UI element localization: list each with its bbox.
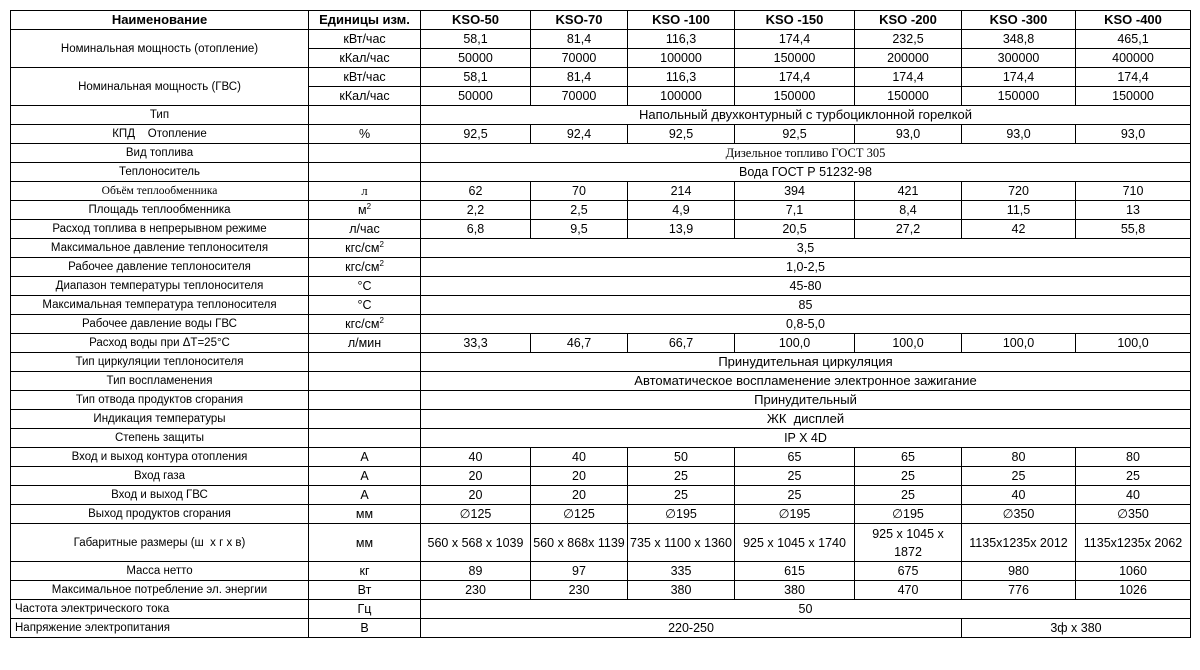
row-label: Вход газа bbox=[11, 467, 309, 486]
unit-cell bbox=[309, 239, 421, 258]
value-cell: 1135х1235х 2012 bbox=[962, 524, 1076, 562]
value-cell: 116,3 bbox=[628, 30, 735, 49]
value-cell: 710 bbox=[1076, 182, 1191, 201]
unit-cell bbox=[309, 315, 421, 334]
unit-cell: A bbox=[309, 486, 421, 505]
value-cell: 174,4 bbox=[735, 68, 855, 87]
row-label: Номинальная мощность (отопление) bbox=[11, 30, 309, 68]
value-cell: 300000 bbox=[962, 49, 1076, 68]
value-cell: 1135х1235х 2062 bbox=[1076, 524, 1191, 562]
unit-cell: °С bbox=[309, 277, 421, 296]
value-cell: 62 bbox=[421, 182, 531, 201]
table-row bbox=[11, 258, 1191, 277]
value-cell: 116,3 bbox=[628, 68, 735, 87]
value-cell: 925 х 1045 х 1740 bbox=[735, 524, 855, 562]
unit-cell: л bbox=[309, 182, 421, 201]
merged-value-cell: 1,0-2,5 bbox=[421, 258, 1191, 277]
value-cell: 80 bbox=[962, 448, 1076, 467]
value-cell: ∅350 bbox=[1076, 505, 1191, 524]
value-cell: 25 bbox=[1076, 467, 1191, 486]
value-cell: ∅350 bbox=[962, 505, 1076, 524]
unit-text: кгс/см bbox=[345, 260, 380, 274]
header-model: KSO -300 bbox=[962, 11, 1076, 30]
value-cell: 93,0 bbox=[962, 125, 1076, 144]
unit-cell bbox=[309, 106, 421, 125]
unit-text: кгс/см bbox=[345, 241, 380, 255]
row-label: КПД Отопление bbox=[11, 125, 309, 144]
value-cell: 20 bbox=[421, 467, 531, 486]
value-cell: 25 bbox=[855, 467, 962, 486]
value-cell: 150000 bbox=[1076, 87, 1191, 106]
value-cell: ∅195 bbox=[628, 505, 735, 524]
row-label: Масса нетто bbox=[11, 562, 309, 581]
value-cell: 421 bbox=[855, 182, 962, 201]
value-cell: 65 bbox=[735, 448, 855, 467]
unit-cell bbox=[309, 163, 421, 182]
table-row bbox=[11, 163, 1191, 182]
table-row bbox=[11, 486, 1191, 505]
value-cell: 174,4 bbox=[735, 30, 855, 49]
value-cell: 560 х 568 х 1039 bbox=[421, 524, 531, 562]
merged-value-cell: Дизельное топливо ГОСТ 305 bbox=[421, 144, 1191, 163]
table-row bbox=[11, 562, 1191, 581]
value-cell: 200000 bbox=[855, 49, 962, 68]
value-cell: 81,4 bbox=[531, 30, 628, 49]
header-model: KSO-50 bbox=[421, 11, 531, 30]
value-cell: 980 bbox=[962, 562, 1076, 581]
row-label: Теплоноситель bbox=[11, 163, 309, 182]
value-cell: 27,2 bbox=[855, 220, 962, 239]
value-cell: 6,8 bbox=[421, 220, 531, 239]
unit-cell bbox=[309, 429, 421, 448]
unit-cell bbox=[309, 258, 421, 277]
row-label: Тип отвода продуктов сгорания bbox=[11, 391, 309, 410]
value-cell: 66,7 bbox=[628, 334, 735, 353]
table-row bbox=[11, 600, 1191, 619]
value-cell: 25 bbox=[735, 467, 855, 486]
unit-cell: кг bbox=[309, 562, 421, 581]
value-cell: 230 bbox=[421, 581, 531, 600]
table-row bbox=[11, 315, 1191, 334]
unit-cell: Вт bbox=[309, 581, 421, 600]
value-cell: 25 bbox=[628, 486, 735, 505]
row-label: Тип bbox=[11, 106, 309, 125]
table-row bbox=[11, 296, 1191, 315]
header-model: KSO -150 bbox=[735, 11, 855, 30]
value-cell: 20 bbox=[421, 486, 531, 505]
header-model: KSO -100 bbox=[628, 11, 735, 30]
row-label: Максимальная температура теплоносителя bbox=[11, 296, 309, 315]
value-cell: 13,9 bbox=[628, 220, 735, 239]
value-cell: 560 х 868х 1139 bbox=[531, 524, 628, 562]
merged-value-cell: ЖК дисплей bbox=[421, 410, 1191, 429]
value-cell: 65 bbox=[855, 448, 962, 467]
unit-cell: мм bbox=[309, 505, 421, 524]
value-cell: 1060 bbox=[1076, 562, 1191, 581]
row-label: Степень защиты bbox=[11, 429, 309, 448]
unit-cell: мм bbox=[309, 524, 421, 562]
table-row bbox=[11, 30, 1191, 49]
table-row bbox=[11, 372, 1191, 391]
value-cell: 380 bbox=[735, 581, 855, 600]
value-cell: 776 bbox=[962, 581, 1076, 600]
value-cell: 2,5 bbox=[531, 201, 628, 220]
value-cell: 465,1 bbox=[1076, 30, 1191, 49]
merged-value-cell: Принудительная циркуляция bbox=[421, 353, 1191, 372]
value-cell: 394 bbox=[735, 182, 855, 201]
row-label: Габаритные размеры (ш х г х в) bbox=[11, 524, 309, 562]
value-cell: 13 bbox=[1076, 201, 1191, 220]
value-cell: 150000 bbox=[962, 87, 1076, 106]
unit-cell: Гц bbox=[309, 600, 421, 619]
row-label: Рабочее давление теплоносителя bbox=[11, 258, 309, 277]
value-cell: 100000 bbox=[628, 87, 735, 106]
value-cell: 100,0 bbox=[1076, 334, 1191, 353]
value-cell: 25 bbox=[628, 467, 735, 486]
value-cell: 55,8 bbox=[1076, 220, 1191, 239]
table-row bbox=[11, 619, 1191, 638]
unit-cell: В bbox=[309, 619, 421, 638]
merged-value-cell: 220-250 bbox=[421, 619, 962, 638]
value-cell: 100,0 bbox=[962, 334, 1076, 353]
table-row bbox=[11, 467, 1191, 486]
unit-cell: A bbox=[309, 448, 421, 467]
unit-superscript: 2 bbox=[366, 201, 372, 211]
value-cell: 50000 bbox=[421, 87, 531, 106]
value-cell: 42 bbox=[962, 220, 1076, 239]
table-row bbox=[11, 353, 1191, 372]
unit-cell: кКал/час bbox=[309, 87, 421, 106]
specs-table bbox=[10, 10, 1191, 638]
value-cell: 615 bbox=[735, 562, 855, 581]
table-row bbox=[11, 106, 1191, 125]
table-row bbox=[11, 68, 1191, 87]
merged-value-cell: Напольный двухконтурный с турбоциклонной горелкой bbox=[421, 106, 1191, 125]
value-cell: 25 bbox=[962, 467, 1076, 486]
value-cell: 470 bbox=[855, 581, 962, 600]
value-cell: 20,5 bbox=[735, 220, 855, 239]
value-cell: 40 bbox=[421, 448, 531, 467]
unit-cell: A bbox=[309, 467, 421, 486]
unit-cell: кКал/час bbox=[309, 49, 421, 68]
unit-superscript: 2 bbox=[379, 239, 384, 249]
value-cell: 92,4 bbox=[531, 125, 628, 144]
row-label: Расход воды при ΔТ=25°С bbox=[11, 334, 309, 353]
value-cell: 25 bbox=[735, 486, 855, 505]
row-label: Тип воспламенения bbox=[11, 372, 309, 391]
row-label: Вид топлива bbox=[11, 144, 309, 163]
value-cell: 97 bbox=[531, 562, 628, 581]
unit-cell bbox=[309, 144, 421, 163]
merged-value-cell: 0,8-5,0 bbox=[421, 315, 1191, 334]
value-cell: 20 bbox=[531, 486, 628, 505]
value-cell: 80 bbox=[1076, 448, 1191, 467]
table-row bbox=[11, 391, 1191, 410]
row-label: Максимальное давление теплоносителя bbox=[11, 239, 309, 258]
merged-value-cell: 50 bbox=[421, 600, 1191, 619]
value-cell: 11,5 bbox=[962, 201, 1076, 220]
value-cell: 925 х 1045 х 1872 bbox=[855, 524, 962, 562]
row-label: Вход и выход ГВС bbox=[11, 486, 309, 505]
value-cell: 380 bbox=[628, 581, 735, 600]
table-row bbox=[11, 581, 1191, 600]
header-model: KSO -200 bbox=[855, 11, 962, 30]
value-cell: 735 х 1100 х 1360 bbox=[628, 524, 735, 562]
table-row bbox=[11, 239, 1191, 258]
value-cell: 214 bbox=[628, 182, 735, 201]
merged-value-cell: 85 bbox=[421, 296, 1191, 315]
unit-cell bbox=[309, 353, 421, 372]
row-label: Напряжение электропитания bbox=[11, 619, 309, 638]
table-row bbox=[11, 144, 1191, 163]
value-cell: 58,1 bbox=[421, 68, 531, 87]
value-cell: 33,3 bbox=[421, 334, 531, 353]
value-cell: 50 bbox=[628, 448, 735, 467]
value-cell: 1026 bbox=[1076, 581, 1191, 600]
merged-value-cell: 3,5 bbox=[421, 239, 1191, 258]
merged-value-cell: IP X 4D bbox=[421, 429, 1191, 448]
header-unit: Единицы изм. bbox=[309, 11, 421, 30]
value-cell: 40 bbox=[962, 486, 1076, 505]
merged-value-cell: 3ф х 380 bbox=[962, 619, 1191, 638]
row-label: Индикация температуры bbox=[11, 410, 309, 429]
value-cell: 348,8 bbox=[962, 30, 1076, 49]
value-cell: 92,5 bbox=[421, 125, 531, 144]
value-cell: 46,7 bbox=[531, 334, 628, 353]
merged-value-cell: Принудительный bbox=[421, 391, 1191, 410]
value-cell: 70 bbox=[531, 182, 628, 201]
table-row bbox=[11, 505, 1191, 524]
unit-cell: л/мин bbox=[309, 334, 421, 353]
value-cell: 174,4 bbox=[1076, 68, 1191, 87]
row-label: Рабочее давление воды ГВС bbox=[11, 315, 309, 334]
row-label: Номинальная мощность (ГВС) bbox=[11, 68, 309, 106]
specs-sheet bbox=[10, 10, 1191, 638]
value-cell: 150000 bbox=[735, 49, 855, 68]
value-cell: 720 bbox=[962, 182, 1076, 201]
row-label: Тип циркуляции теплоносителя bbox=[11, 353, 309, 372]
value-cell: 232,5 bbox=[855, 30, 962, 49]
value-cell: 335 bbox=[628, 562, 735, 581]
value-cell: 174,4 bbox=[962, 68, 1076, 87]
value-cell: 2,2 bbox=[421, 201, 531, 220]
value-cell: 89 bbox=[421, 562, 531, 581]
value-cell: ∅125 bbox=[531, 505, 628, 524]
table-row bbox=[11, 125, 1191, 144]
table-row bbox=[11, 429, 1191, 448]
header-row bbox=[11, 11, 1191, 30]
table-row bbox=[11, 448, 1191, 467]
value-cell: 9,5 bbox=[531, 220, 628, 239]
value-cell: 70000 bbox=[531, 49, 628, 68]
table-row bbox=[11, 334, 1191, 353]
row-label: Частота электрического тока bbox=[11, 600, 309, 619]
value-cell: 40 bbox=[1076, 486, 1191, 505]
unit-cell bbox=[309, 372, 421, 391]
value-cell: 150000 bbox=[735, 87, 855, 106]
unit-cell: кВт/час bbox=[309, 68, 421, 87]
unit-text: кгс/см bbox=[345, 317, 380, 331]
row-label: Диапазон температуры теплоносителя bbox=[11, 277, 309, 296]
value-cell: 675 bbox=[855, 562, 962, 581]
value-cell: 400000 bbox=[1076, 49, 1191, 68]
row-label: Вход и выход контура отопления bbox=[11, 448, 309, 467]
header-model: KSO -400 bbox=[1076, 11, 1191, 30]
row-label: Площадь теплообменника bbox=[11, 201, 309, 220]
unit-superscript: 2 bbox=[379, 258, 384, 268]
row-label: Максимальное потребление эл. энергии bbox=[11, 581, 309, 600]
unit-cell bbox=[309, 410, 421, 429]
value-cell: 58,1 bbox=[421, 30, 531, 49]
value-cell: ∅125 bbox=[421, 505, 531, 524]
row-label: Объём теплообменника bbox=[11, 182, 309, 201]
value-cell: 230 bbox=[531, 581, 628, 600]
value-cell: 8,4 bbox=[855, 201, 962, 220]
unit-superscript: 2 bbox=[379, 315, 384, 325]
merged-value-cell: 45-80 bbox=[421, 277, 1191, 296]
value-cell: 70000 bbox=[531, 87, 628, 106]
value-cell: 93,0 bbox=[855, 125, 962, 144]
unit-cell: °С bbox=[309, 296, 421, 315]
unit-cell: % bbox=[309, 125, 421, 144]
unit-text: м bbox=[357, 203, 367, 217]
value-cell: ∅195 bbox=[855, 505, 962, 524]
value-cell: ∅195 bbox=[735, 505, 855, 524]
value-cell: 174,4 bbox=[855, 68, 962, 87]
value-cell: 93,0 bbox=[1076, 125, 1191, 144]
value-cell: 7,1 bbox=[735, 201, 855, 220]
row-label: Выход продуктов сгорания bbox=[11, 505, 309, 524]
table-row bbox=[11, 220, 1191, 239]
value-cell: 100,0 bbox=[855, 334, 962, 353]
table-row bbox=[11, 410, 1191, 429]
merged-value-cell: Автоматическое воспламенение электронное зажигание bbox=[421, 372, 1191, 391]
value-cell: 25 bbox=[855, 486, 962, 505]
value-cell: 40 bbox=[531, 448, 628, 467]
unit-cell: кВт/час bbox=[309, 30, 421, 49]
table-row bbox=[11, 182, 1191, 201]
value-cell: 100000 bbox=[628, 49, 735, 68]
value-cell: 81,4 bbox=[531, 68, 628, 87]
unit-cell bbox=[309, 391, 421, 410]
row-label: Расход топлива в непрерывном режиме bbox=[11, 220, 309, 239]
merged-value-cell: Вода ГОСТ Р 51232-98 bbox=[421, 163, 1191, 182]
table-row bbox=[11, 524, 1191, 562]
value-cell: 4,9 bbox=[628, 201, 735, 220]
value-cell: 92,5 bbox=[628, 125, 735, 144]
header-name: Наименование bbox=[11, 11, 309, 30]
table-row bbox=[11, 201, 1191, 220]
table-row bbox=[11, 277, 1191, 296]
value-cell: 50000 bbox=[421, 49, 531, 68]
header-model: KSO-70 bbox=[531, 11, 628, 30]
value-cell: 20 bbox=[531, 467, 628, 486]
unit-cell: л/час bbox=[309, 220, 421, 239]
value-cell: 92,5 bbox=[735, 125, 855, 144]
value-cell: 100,0 bbox=[735, 334, 855, 353]
unit-cell bbox=[309, 201, 421, 220]
value-cell: 150000 bbox=[855, 87, 962, 106]
